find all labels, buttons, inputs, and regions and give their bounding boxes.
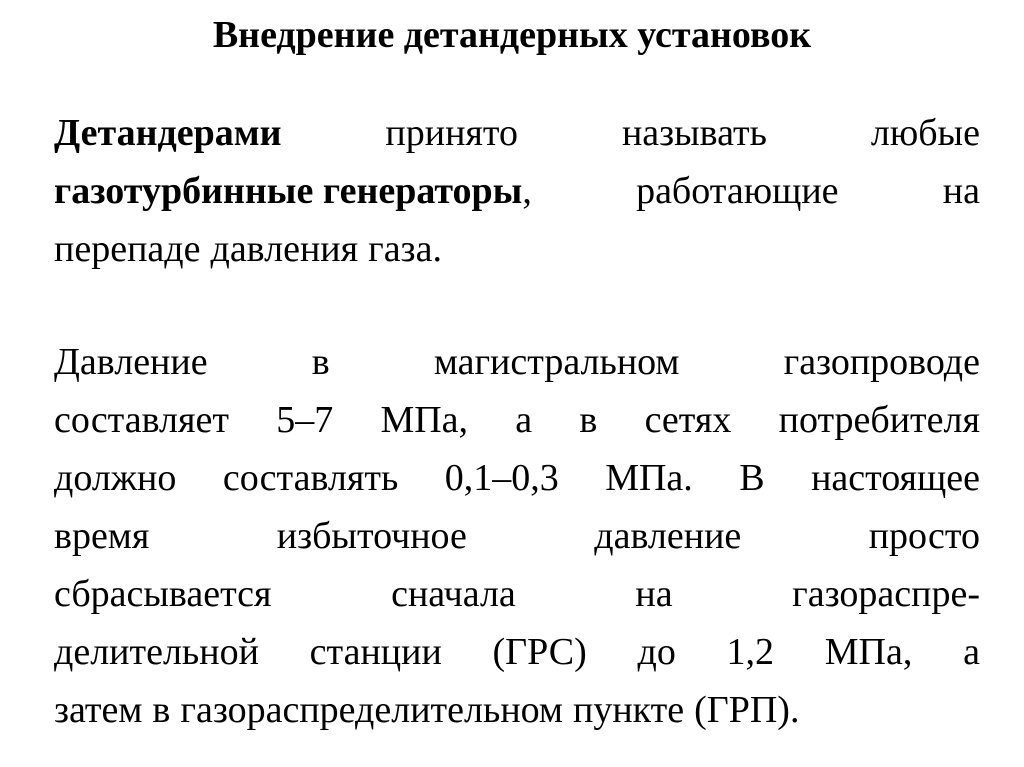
- word: работающие: [636, 170, 839, 212]
- term-word: газотурбинные: [54, 170, 314, 212]
- paragraph-line: [54, 391, 980, 449]
- slide-title: Внедрение детандерных установок: [212, 14, 812, 56]
- paragraph-definition: [54, 104, 980, 278]
- word: 0,1–0,3: [444, 457, 559, 499]
- word: Давление: [54, 341, 208, 383]
- word: 5–7: [276, 399, 334, 441]
- word: газораспределительном: [180, 689, 563, 731]
- word: В: [739, 457, 765, 499]
- word: на: [635, 573, 673, 615]
- word: газораспре-: [792, 573, 980, 615]
- word: давления: [210, 228, 359, 270]
- word: составляет: [54, 399, 229, 441]
- word: на: [942, 170, 980, 212]
- comma: ,: [522, 170, 532, 212]
- word: пункте: [572, 689, 685, 731]
- term-gas-turbine-generators: [54, 162, 532, 220]
- word: а: [963, 631, 980, 673]
- word: до: [637, 631, 676, 673]
- paragraph-line: [54, 162, 980, 220]
- word: потребителя: [778, 399, 980, 441]
- word: (ГРС): [492, 631, 587, 673]
- word: МПа,: [380, 399, 469, 441]
- word: настоящее: [811, 457, 980, 499]
- word: называть: [621, 112, 767, 154]
- word: (ГРП).: [694, 689, 800, 731]
- paragraph-line: [54, 449, 980, 507]
- word: давление: [594, 515, 742, 557]
- word: МПа.: [605, 457, 693, 499]
- word: перепаде: [54, 228, 201, 270]
- paragraph-line: [54, 333, 980, 391]
- word: избыточное: [276, 515, 467, 557]
- word: а: [515, 399, 533, 441]
- word: время: [54, 515, 150, 557]
- word: составлять: [222, 457, 399, 499]
- word: затем: [54, 689, 143, 731]
- word: газа.: [368, 228, 442, 270]
- word: должно: [54, 457, 177, 499]
- word: делительной: [54, 631, 259, 673]
- paragraph-pressure: [54, 333, 980, 739]
- paragraph-line: [54, 623, 980, 681]
- term-detanders: Детандерами: [54, 112, 282, 154]
- word: магистральном: [433, 341, 680, 383]
- word: станции: [309, 631, 442, 673]
- word: в: [152, 689, 171, 731]
- word: любые: [870, 112, 980, 154]
- word: сначала: [391, 573, 516, 615]
- word: сбрасывается: [54, 573, 272, 615]
- paragraph-line: [54, 565, 980, 623]
- word: газопроводе: [783, 341, 980, 383]
- word: МПа,: [824, 631, 913, 673]
- word: в: [311, 341, 330, 383]
- word: сетях: [644, 399, 732, 441]
- paragraph-line: [54, 507, 980, 565]
- word: в: [579, 399, 598, 441]
- word: принято: [385, 112, 519, 154]
- word: просто: [868, 515, 980, 557]
- paragraph-line: [54, 104, 980, 162]
- word: 1,2: [726, 631, 775, 673]
- paragraph-line: [54, 220, 980, 278]
- term-word: генераторы: [322, 170, 523, 212]
- paragraph-line: [54, 681, 980, 739]
